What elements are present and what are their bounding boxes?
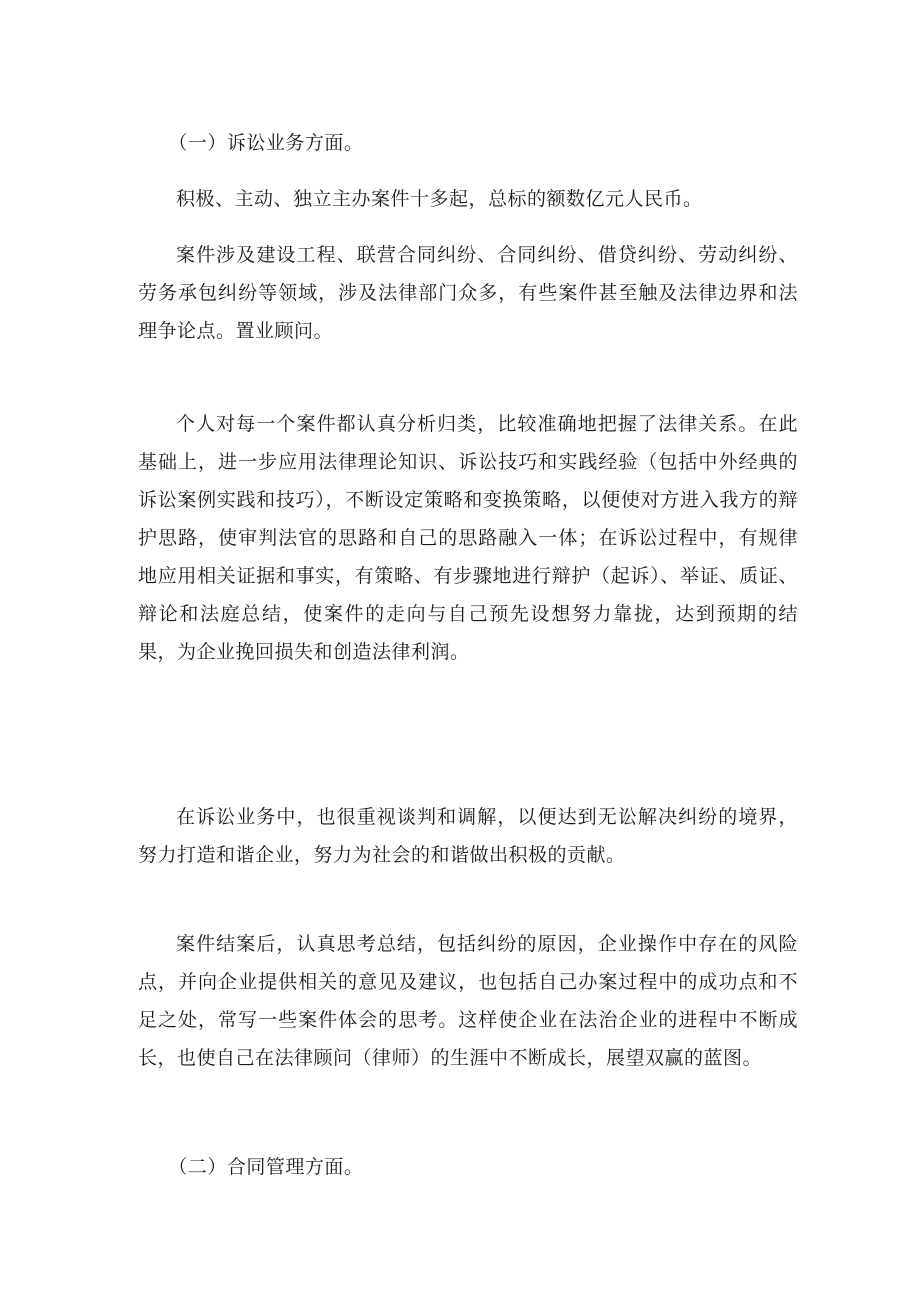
paragraph-case-summary: 案件结案后，认真思考总结，包括纠纷的原因，企业操作中存在的风险点，并向企业提供相关的意见及建议，也包括自己办案过程中的成功点和不足之处，常写一些案件体会的思考。这样使企业在法治企业的进程中不断成长，也使自己在法律顾问（律师）的生涯中不断成长，展望双赢的蓝图。 <box>138 933 798 1069</box>
paragraph-cases-handled: 积极、主动、独立主办案件十多起，总标的额数亿元人民币。 <box>176 188 703 210</box>
paragraph-case-analysis: 个人对每一个案件都认真分析归类，比较准确地把握了法律关系。在此基础上，进一步应用法律理论知识、诉讼技巧和实践经验（包括中外经典的诉讼案例实践和技巧），不断设定策略和变换策略，以便使对方进入我方的辩护思路，使审判法官的思路和自己的思路融入一体；在诉讼过程中，有规律地应用相关证据和事实，有策略、有步骤地进行辩护（起诉）、举证、质证、辩论和法庭总结，使案件的走向与自己预先设想努力靠拢，达到预期的结果，为企业挽回损失和创造法律利润。 <box>138 413 798 663</box>
paragraph-negotiation: 在诉讼业务中，也很重视谈判和调解，以便达到无讼解决纠纷的境界，努力打造和谐企业，努力为社会的和谐做出积极的贡献。 <box>138 806 798 866</box>
section-heading-contract: （二）合同管理方面。 <box>168 1156 364 1178</box>
section-heading-litigation: （一）诉讼业务方面。 <box>168 132 364 154</box>
paragraph-case-areas: 案件涉及建设工程、联营合同纠纷、合同纠纷、借贷纠纷、劳动纠纷、劳务承包纠纷等领域，涉及法律部门众多，有些案件甚至触及法律边界和法理争论点。置业顾问。 <box>138 244 798 342</box>
